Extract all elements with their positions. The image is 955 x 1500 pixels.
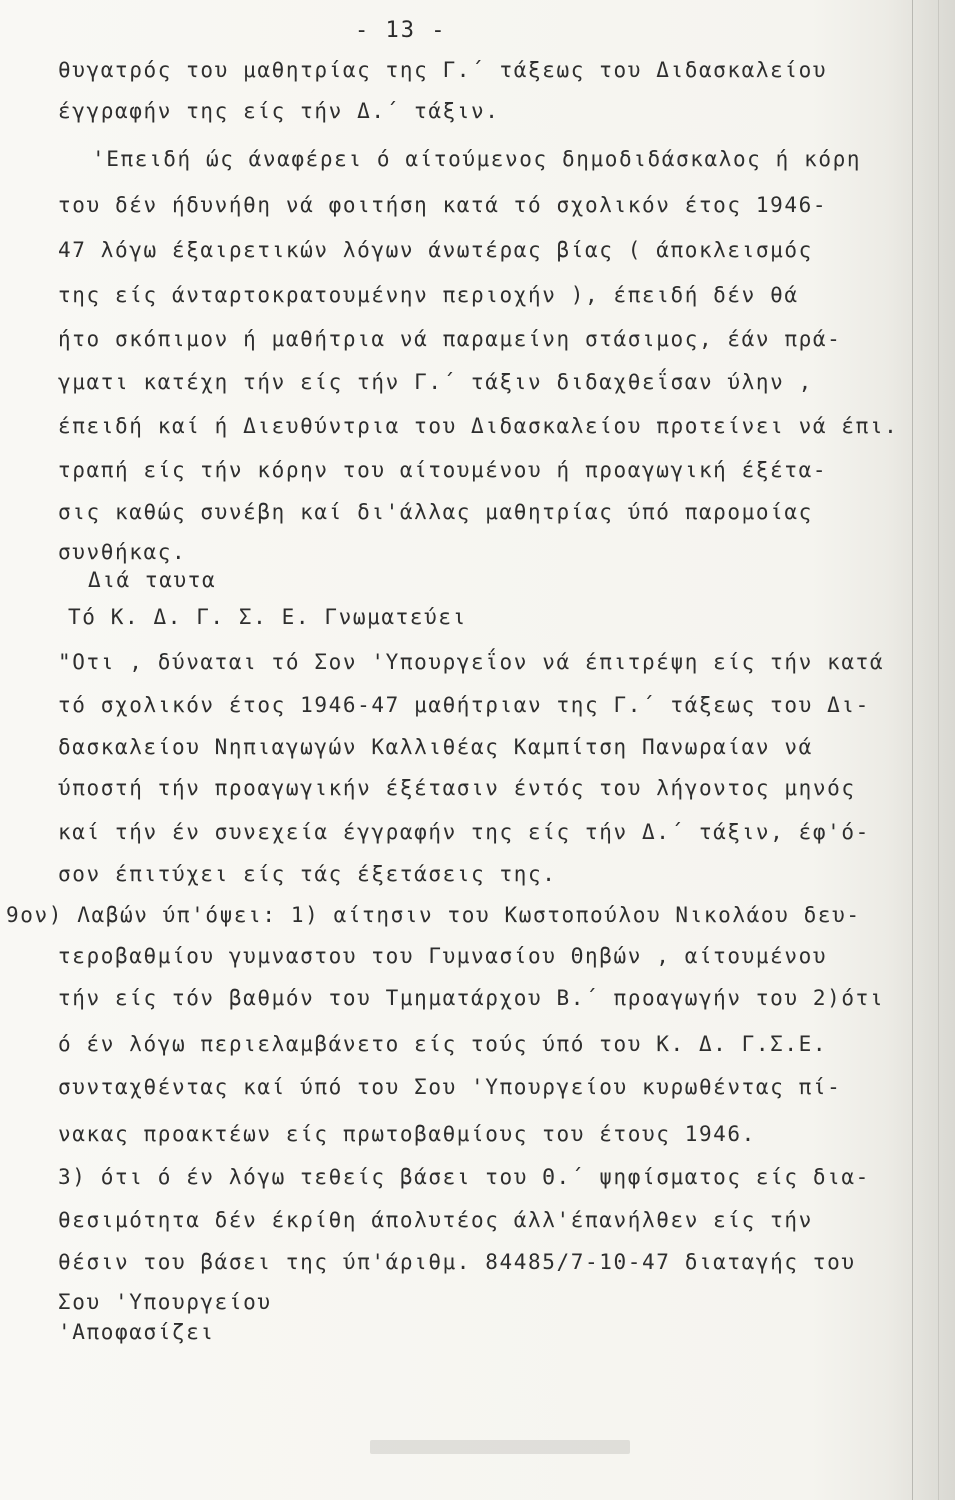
page-edge-line: [912, 0, 913, 1500]
page-number: - 13 -: [355, 18, 447, 43]
faded-footer-mark: [370, 1440, 630, 1454]
text-line: συνταχθέντας καί ύπό του Σου 'Υπουργείου κυρωθέντας πί-: [58, 1075, 842, 1099]
text-line: σον έπιτύχει είς τάς έξετάσεις της.: [58, 862, 557, 886]
text-line: Σου 'Υπουργείου: [58, 1290, 272, 1314]
text-line: σις καθώς συνέβη καί δι'άλλας μαθητρίας ύπό παρομοίας: [58, 500, 813, 524]
text-line: του δέν ήδυνήθη νά φοιτήση κατά τό σχολικόν έτος 1946-: [58, 193, 828, 217]
text-line: της είς άνταρτοκρατουμένην περιοχήν ), έπειδή δέν θά: [58, 283, 799, 307]
text-line: γματι κατέχη τήν είς τήν Γ.΄ τάξιν διδαχθεΐσαν ύλην ,: [58, 370, 813, 394]
text-line: καί τήν έν συνεχεία έγγραφήν της είς τήν Δ.΄ τάξιν, έφ'ό-: [58, 820, 870, 844]
text-line: "Οτι , δύναται τό Σον 'Υπουργεΐον νά έπιτρέψη είς τήν κατά: [58, 650, 885, 674]
text-line: ήτο σκόπιμον ή μαθήτρια νά παραμείνη στάσιμος, έάν πρά-: [58, 327, 842, 351]
text-line: 3) ότι ό έν λόγω τεθείς βάσει του Θ.΄ ψηφίσματος είς δια-: [58, 1165, 870, 1189]
text-line: ύποστή τήν προαγωγικήν έξέτασιν έντός του λήγοντος μηνός: [58, 776, 856, 800]
text-line: δασκαλείου Νηπιαγωγών Καλλιθέας Καμπίτση Πανωραίαν νά: [58, 735, 813, 759]
text-line: τήν είς τόν βαθμόν του Τμηματάρχου Β.΄ προαγωγήν του 2)ότι: [58, 986, 885, 1010]
text-line: τό σχολικόν έτος 1946-47 μαθήτριαν της Γ.΄ τάξεως του Δι-: [58, 693, 870, 717]
text-line: Διά ταυτα: [88, 568, 217, 592]
text-line: θέσιν του βάσει της ύπ'άριθμ. 84485/7-10-47 διαταγής του: [58, 1250, 856, 1274]
text-line: νακας προακτέων είς πρωτοβαθμίους του έτους 1946.: [58, 1122, 756, 1146]
text-line: θυγατρός του μαθητρίας της Γ.΄ τάξεως του Διδασκαλείου: [58, 58, 828, 82]
text-line: θεσιμότητα δέν έκρίθη άπολυτέος άλλ'έπανήλθεν είς τήν: [58, 1208, 813, 1232]
text-line: 47 λόγω έξαιρετικών λόγων άνωτέρας βίας ( άποκλεισμός: [58, 238, 813, 262]
text-line: 'Επειδή ώς άναφέρει ό αίτούμενος δημοδιδάσκαλος ή κόρη: [92, 147, 862, 171]
text-line: 'Αποφασίζει: [58, 1320, 215, 1344]
text-line: συνθήκας.: [58, 540, 187, 564]
text-line: έπειδή καί ή Διευθύντρια του Διδασκαλείου προτείνει νά έπι.: [58, 414, 899, 438]
text-line: 9ον) Λαβών ύπ'όψει: 1) αίτησιν του Κωστοπούλου Νικολάου δευ-: [6, 903, 861, 927]
text-line: ό έν λόγω περιελαμβάνετο είς τούς ύπό του Κ. Δ. Γ.Σ.Ε.: [58, 1032, 828, 1056]
text-line: έγγραφήν της είς τήν Δ.΄ τάξιν.: [58, 99, 500, 123]
text-line: τεροβαθμίου γυμναστου του Γυμνασίου Θηβών , αίτουμένου: [58, 944, 828, 968]
text-line: τραπή είς τήν κόρην του αίτουμένου ή προαγωγική έξέτα-: [58, 458, 828, 482]
page-edge-line: [938, 0, 939, 1500]
text-line: Τό Κ. Δ. Γ. Σ. Ε. Γνωματεύει: [68, 605, 467, 629]
